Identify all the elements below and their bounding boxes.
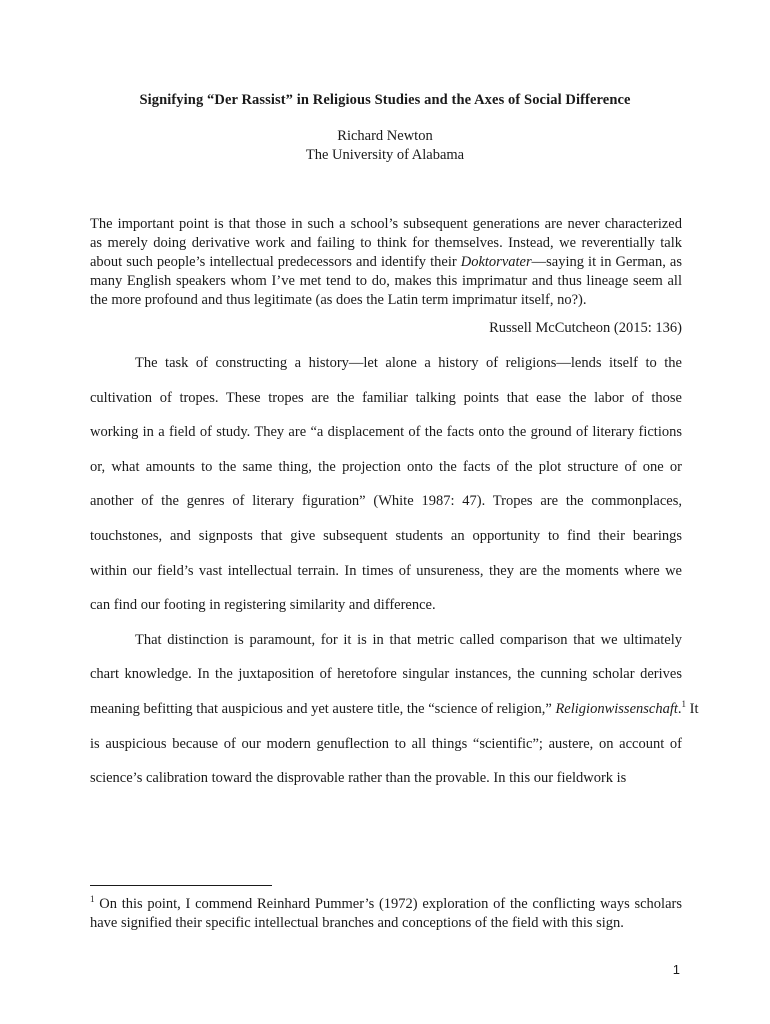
body-line: The task of constructing a history—let alone a history of religions—lends itself to the [135, 355, 682, 371]
body-line [90, 699, 699, 734]
body-line: can find our footing in registering similarity and difference. [90, 597, 436, 614]
body-line: cultivation of tropes. These tropes are the familiar talking points that ease the labor of those [90, 389, 682, 406]
footnote-line: have signified their specific intellectual branches and conceptions of the field with this sign. [90, 915, 624, 931]
body-line: That distinction is paramount, for it is in that metric called comparison that we ultimately [135, 631, 682, 648]
footnote-reference[interactable]: 1 [681, 699, 687, 710]
epigraph-text: —saying it in German, as [531, 254, 682, 270]
body-line: touchstones, and signposts that give subsequent students an opportunity to find their bearings [90, 527, 682, 544]
author-block [0, 127, 770, 165]
page-number: 1 [672, 962, 680, 977]
body-text-segment: It [686, 700, 699, 717]
epigraph-line: The important point is that those in such a school’s subsequent generations are never characterized [90, 216, 682, 232]
epigraph-line: many English speakers whom I’ve met tend to do, makes this imprimatur and thus lineage seem all [90, 273, 682, 289]
body-line: within our field’s vast intellectual terrain. In times of unsureness, they are the moments where we [90, 562, 682, 579]
body-text-segment: meaning befitting that auspicious and yet austere title, the “science of religion,” [90, 700, 556, 717]
epigraph-attribution: Russell McCutcheon (2015: 136) [489, 320, 682, 336]
body-text-segment [678, 701, 699, 717]
author-name: Richard Newton [337, 128, 433, 144]
epigraph-line: as merely doing derivative work and failing to think for themselves. Instead, we reverentially talk [90, 235, 682, 251]
body-text [90, 353, 699, 803]
italic-term: Religionwissenschaft [555, 700, 678, 717]
epigraph-text: about such people’s intellectual predecessors and identify their [90, 254, 461, 270]
body-line: another of the genres of literary figuration” (White 1987: 47). Tropes are the commonplaces, [90, 493, 682, 510]
footnote-divider [90, 885, 272, 886]
epigraph-italic-term: Doktorvater [460, 254, 532, 270]
footnote-text: On this point, I commend Reinhard Pummer’s (1972) exploration of the conflicting ways scholars [94, 896, 682, 912]
footnote-line [90, 895, 682, 914]
body-text-segment: . [677, 700, 682, 717]
body-line: or, what amounts to the same thing, the projection onto the facts of the plot structure of one or [90, 458, 682, 475]
epigraph [90, 215, 682, 310]
footnote [90, 895, 682, 933]
body-line: is auspicious because of our modern genuflection to all things “scientific”; austere, on account of [90, 735, 682, 752]
body-line: chart knowledge. In the juxtaposition of heretofore singular instances, the cunning scholar derives [90, 666, 682, 683]
author-affiliation: The University of Alabama [305, 147, 465, 163]
footnote-marker: 1 [90, 894, 95, 905]
body-line: working in a field of study. They are “a displacement of the facts onto the ground of literary fictions [90, 424, 682, 441]
body-line: science’s calibration toward the disprovable rather than the provable. In this our fieldwork is [90, 770, 627, 787]
epigraph-line [90, 253, 682, 272]
paper-title: Signifying “Der Rassist” in Religious Studies and the Axes of Social Difference [139, 92, 631, 108]
epigraph-line: the more profound and thus legitimate (as does the Latin term imprimatur itself, no?). [90, 292, 587, 308]
